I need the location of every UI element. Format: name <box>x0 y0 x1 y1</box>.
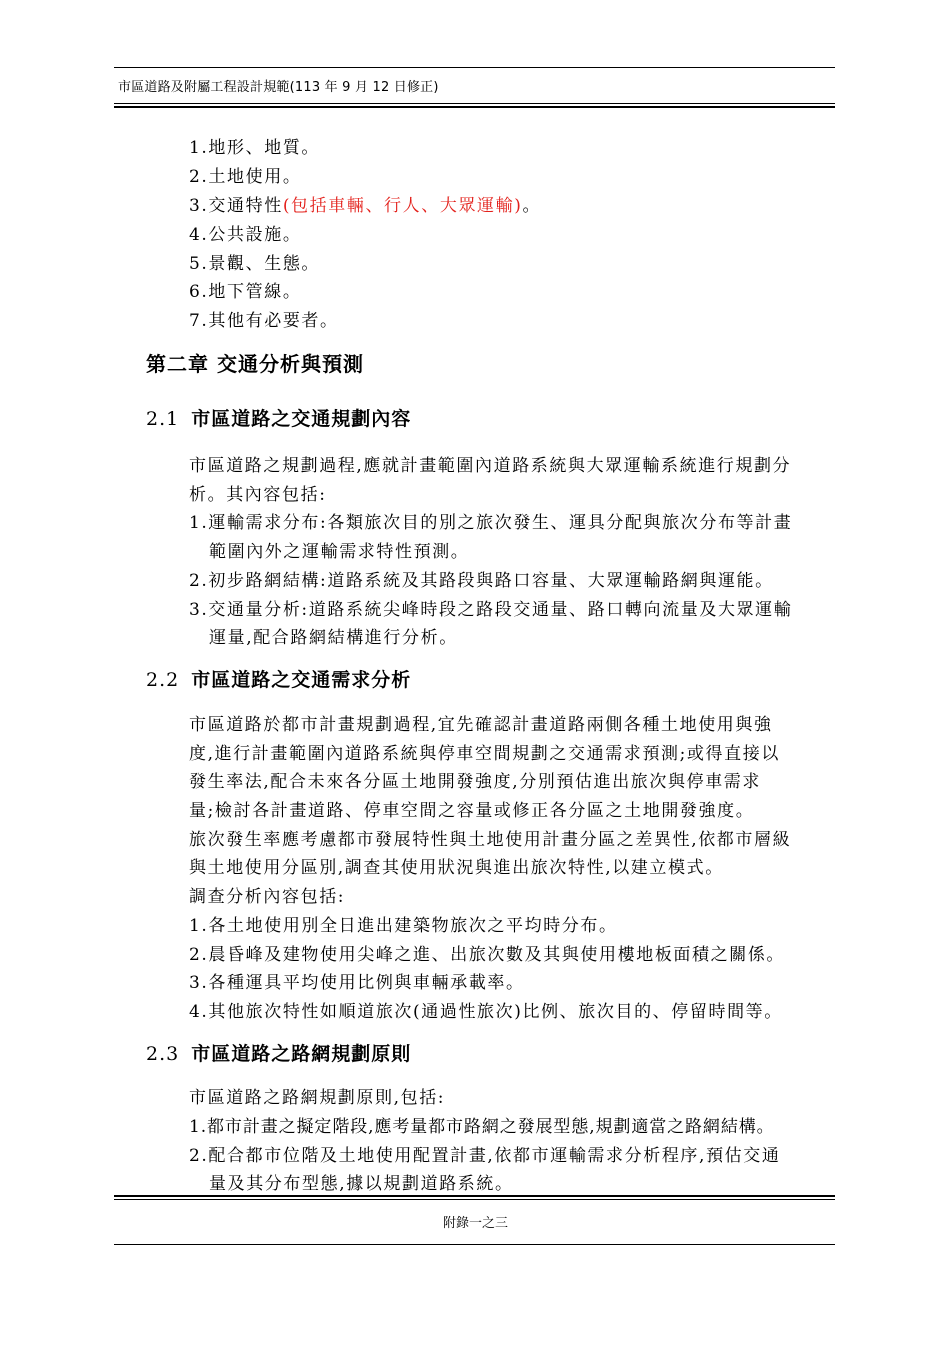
list-item-traffic <box>189 191 541 216</box>
list-item-continued: 量及其分布型態,據以規劃道路系統。 <box>209 1174 514 1194</box>
list-item: 2.初步路網結構:道路系統及其路段與路口容量、大眾運輸路網與運能。 <box>189 571 774 591</box>
paragraph-line: 調查分析內容包括: <box>189 887 346 907</box>
header-rule-thick <box>114 106 835 108</box>
list-item: 1.都市計畫之擬定階段,應考量都市路網之發展型態,規劃適當之路網結構。 <box>189 1117 775 1137</box>
paragraph-line: 量;檢討各計畫道路、停車空間之容量或修正各分區之土地開發強度。 <box>189 801 755 821</box>
section-number: 2.3 <box>146 1043 180 1065</box>
list-item: 3.交通量分析:道路系統尖峰時段之路段交通量、路口轉向流量及大眾運輸 <box>189 600 793 620</box>
paragraph-line: 與土地使用分區別,調查其使用狀況與進出旅次特性,以建立模式。 <box>189 858 724 878</box>
highlight-text: (包括車輛、行人、大眾運輸) <box>282 196 523 216</box>
paragraph-line: 市區道路之規劃過程,應就計畫範圍內道路系統與大眾運輸系統進行規劃分 <box>189 456 792 476</box>
section-title: 市區道路之交通需求分析 <box>191 669 412 691</box>
list-item: 2.晨昏峰及建物使用尖峰之進、出旅次數及其與使用樓地板面積之關係。 <box>189 945 786 965</box>
section-title: 市區道路之交通規劃內容 <box>191 408 412 430</box>
paragraph-line: 度,進行計畫範圍內道路系統與停車空間規劃之交通需求預測;或得直接以 <box>189 744 780 764</box>
list-item: 4.其他旅次特性如順道旅次(通過性旅次)比例、旅次目的、停留時間等。 <box>189 1002 783 1022</box>
section-number: 2.1 <box>146 408 180 430</box>
page-label: 附錄一之三 <box>442 1216 508 1231</box>
list-item: 5.景觀、生態。 <box>189 254 321 274</box>
list-item: 6.地下管線。 <box>189 282 302 302</box>
list-item: 1.運輸需求分布:各類旅次目的別之旅次發生、運具分配與旅次分布等計畫 <box>189 513 793 533</box>
chapter-title: 第二章 交通分析與預測 <box>146 352 364 376</box>
list-item-continued: 運量,配合路網結構進行分析。 <box>209 628 458 648</box>
paragraph-line: 市區道路之路網規劃原則,包括: <box>189 1088 446 1108</box>
list-item: 1.地形、地質。 <box>189 138 321 158</box>
list-item: 2.土地使用。 <box>189 167 302 187</box>
section-heading <box>146 665 411 692</box>
footer-rule-thick <box>114 1195 835 1197</box>
header-rule-thin-lower <box>114 103 835 104</box>
list-item: 4.公共設施。 <box>189 225 302 245</box>
paragraph-line: 析。其內容包括: <box>189 485 327 505</box>
list-item-suffix: 。 <box>522 196 542 216</box>
section-title: 市區道路之路網規劃原則 <box>191 1043 412 1065</box>
paragraph-line: 旅次發生率應考慮都市發展特性與土地使用計畫分區之差異性,依都市層級 <box>189 830 792 850</box>
list-item: 1.各土地使用別全日進出建築物旅次之平均時分布。 <box>189 916 618 936</box>
list-item: 3.各種運具平均使用比例與車輛承載率。 <box>189 973 525 993</box>
paragraph-line: 市區道路於都市計畫規劃過程,宜先確認計畫道路兩側各種土地使用與強 <box>189 715 773 735</box>
list-item-continued: 範圍內外之運輸需求特性預測。 <box>209 542 470 562</box>
list-item: 2.配合都市位階及土地使用配置計畫,依都市運輸需求分析程序,預估交通 <box>189 1146 781 1166</box>
section-number: 2.2 <box>146 669 180 691</box>
running-header: 市區道路及附屬工程設計規範(113 年 9 月 12 日修正) <box>118 80 439 95</box>
footer-rule-thin <box>114 1199 835 1200</box>
footer-rule-bottom <box>114 1244 835 1245</box>
section-heading <box>146 1039 411 1066</box>
list-item-prefix: 3.交通特性 <box>189 196 283 216</box>
header-rule-thin <box>114 67 835 68</box>
paragraph-line: 發生率法,配合未來各分區土地開發強度,分別預估進出旅次與停車需求 <box>189 772 762 792</box>
list-item: 7.其他有必要者。 <box>189 311 339 331</box>
section-heading <box>146 404 411 431</box>
